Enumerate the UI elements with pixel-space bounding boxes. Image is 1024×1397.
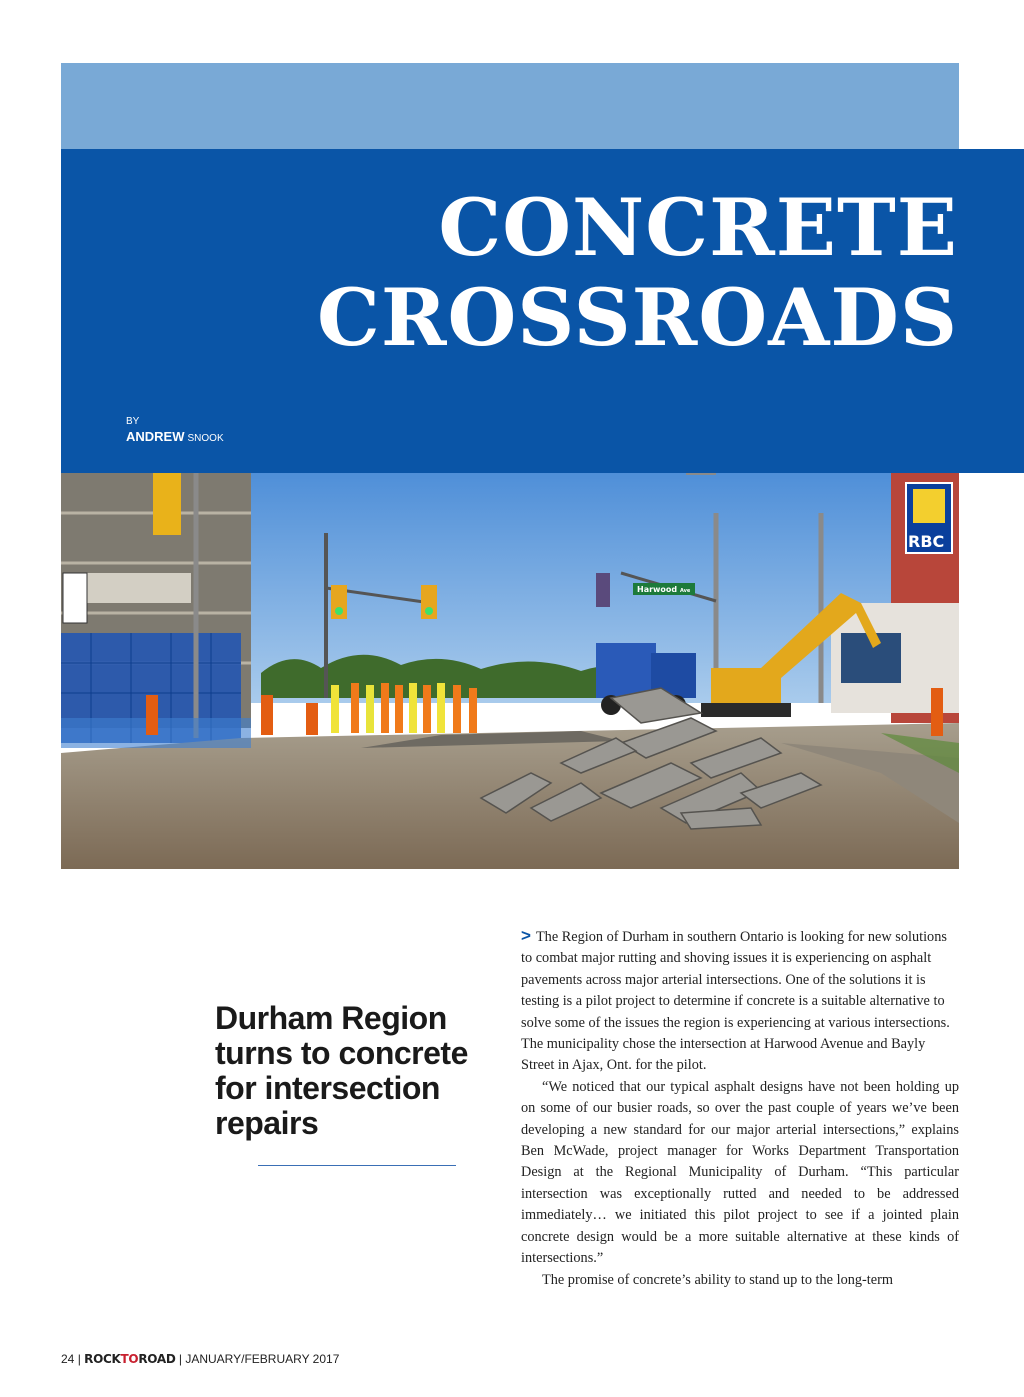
body-paragraph-2: “We noticed that our typical asphalt designs have not been holding up on some of our busier roads, so over the past couple of years we’ve been developing a new standard for our major arterial intersections,” explains Ben McWade, project manager for Works Department Transportation Design at the Regional Municipality of Durham. “This particular intersection was exceptionally rutted and needed to be addressed immediately… we initiated this pilot project to see if a jointed plain concrete design would be a more suitable alternative at these kinds of intersections.” bbox=[521, 1078, 959, 1267]
author-first-name: ANDREW bbox=[126, 429, 185, 444]
header-accent-band bbox=[61, 63, 959, 149]
deck-divider bbox=[258, 1165, 456, 1166]
deck-line-3: for intersection bbox=[215, 1070, 440, 1106]
page-number: 24 bbox=[61, 1352, 75, 1366]
issue-date: JANUARY/FEBRUARY 2017 bbox=[185, 1352, 340, 1366]
article-deck bbox=[215, 1001, 485, 1141]
by-label: BY bbox=[126, 416, 140, 427]
body-paragraph-1-text: The Region of Durham in southern Ontario is looking for new solutions to combat major rutting and shoving issues it is experiencing on asphalt pavements across major arterial intersections. One of the solutions it is testing is a pilot project to determine if concrete is a suitable alternative to solve some of the issues the region is experiencing at various intersections. The municipality chose the intersection at Harwood Avenue and Bayly Street in Ajax, Ont. for the pilot. bbox=[521, 929, 950, 1074]
logo-to: TO bbox=[120, 1352, 139, 1366]
deck-line-4: repairs bbox=[215, 1105, 319, 1141]
chevron-right-icon: > bbox=[521, 926, 531, 945]
article-title bbox=[317, 183, 958, 363]
title-line-1: CONCRETE bbox=[438, 181, 958, 274]
body-paragraph-3: The promise of concrete’s ability to stand up to the long-term bbox=[542, 1271, 893, 1288]
title-line-2: CROSSROADS bbox=[316, 271, 958, 364]
page-footer bbox=[61, 1351, 339, 1367]
article-body bbox=[521, 925, 959, 1291]
byline bbox=[126, 416, 224, 446]
street-sign-name: Harwood bbox=[637, 585, 678, 594]
author-last-name: SNOOK bbox=[187, 433, 224, 444]
footer-separator: | bbox=[178, 1352, 182, 1366]
intersection-construction-photo bbox=[61, 473, 959, 869]
body-paragraph-1 bbox=[521, 925, 959, 1077]
footer-separator: | bbox=[77, 1352, 81, 1366]
magazine-logo bbox=[84, 1352, 175, 1366]
rbc-sign-text: RBC bbox=[908, 532, 945, 551]
logo-road: ROAD bbox=[138, 1352, 176, 1366]
deck-line-2: turns to concrete bbox=[215, 1035, 468, 1071]
logo-rock: ROCK bbox=[84, 1352, 121, 1366]
street-sign-suffix: Ave bbox=[679, 588, 691, 594]
deck-line-1: Durham Region bbox=[215, 1000, 447, 1036]
